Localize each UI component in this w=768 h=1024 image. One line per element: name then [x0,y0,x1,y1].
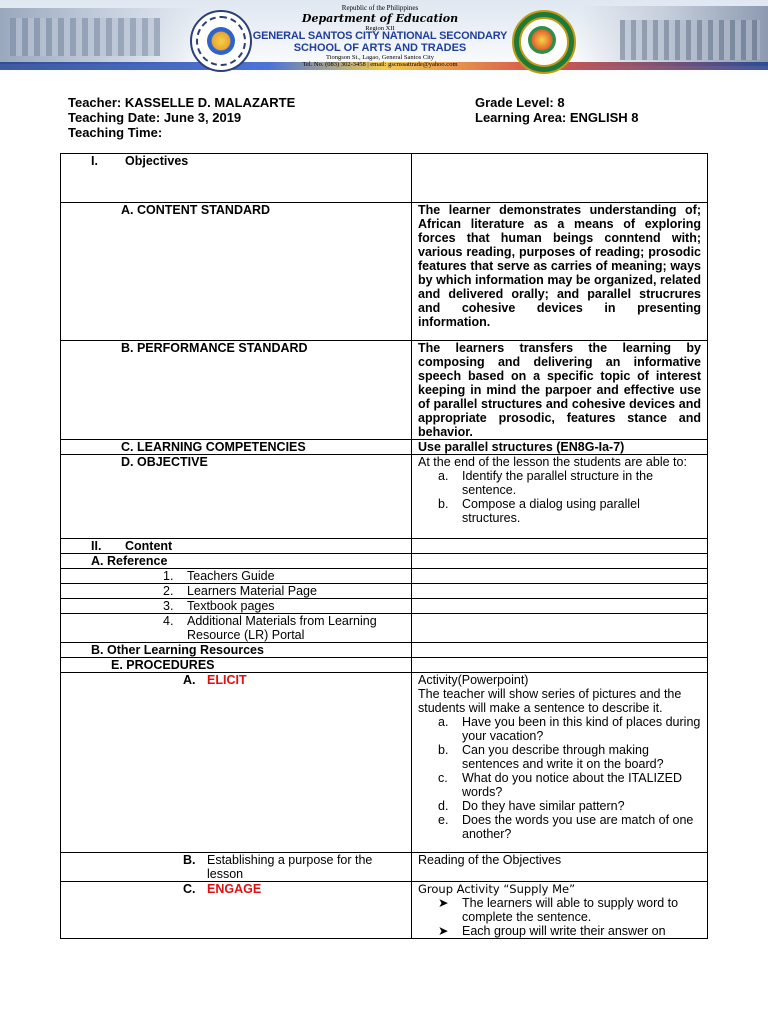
reference-label: A. Reference [91,554,168,568]
table-row [61,554,708,569]
table-row [61,853,708,882]
content-standard-label: A. CONTENT STANDARD [121,203,271,217]
engage-label: C. ENGAGE [183,882,262,896]
grade-level: Grade Level: 8 [475,95,565,110]
teacher-name: Teacher: KASSELLE D. MALAZARTE [68,95,296,110]
objective-label: D. OBJECTIVE [121,455,208,469]
table-row [61,455,708,539]
content-standard-text: The learner demonstrates understanding of; African literature as a means of exploring forces that human beings conntend with; various reading, purposes of reading; prosodic features that serve as carries of meaning; ways by which information may be organized, related and delivered orally; and parallel strucrures and cohesive devices in presenting information. [412,203,708,341]
deped-seal-logo [190,10,252,72]
list-item: b. Compose a dialog using parallel structures. [438,497,640,525]
list-item: ➤ The learners will able to supply word to complete the sentence. [438,896,679,924]
list-item: b. Can you describe through making sentences and write it on the board? [438,743,664,771]
table-row [61,882,708,939]
school-seal-logo [512,10,576,74]
list-item: ➤ Each group will write their answer on [438,924,666,938]
table-row [61,614,708,643]
elicit-description: The teacher will show series of pictures and the students will make a sentence to describe it. [418,687,682,715]
table-row [61,341,708,440]
table-row [61,154,708,203]
letterhead-department: Department of Education [301,12,459,25]
table-row [61,643,708,658]
table-row [61,658,708,673]
letterhead-region: Region XII [365,25,395,32]
reference-item: 1. Teachers Guide [163,569,275,583]
elicit-label: A. ELICIT [183,673,247,687]
purpose-text: Reading of the Objectives [412,853,708,882]
arrow-bullet-icon: ➤ [438,896,449,910]
table-row [61,203,708,341]
performance-standard-label: B. PERFORMANCE STANDARD [121,341,308,355]
letterhead-contact: Tel. No. (083) 302-3458 | email: gscnssattrade@yahoo.com [302,61,458,68]
objectives-heading: I. Objectives [61,154,412,203]
content-heading: II. Content [61,539,412,554]
engage-activity: Group Activity “Supply Me” [418,882,576,896]
list-item: d. Do they have similar pattern? [438,799,625,813]
other-resources-label: B. Other Learning Resources [91,643,264,657]
list-item: a. Have you been in this kind of places during your vacation? [438,715,701,743]
competencies-label: C. LEARNING COMPETENCIES [121,440,306,454]
table-row [61,539,708,554]
list-item: a. Identify the parallel structure in the sentence. [438,469,654,497]
letterhead-school-name: GENERAL SANTOS CITY NATIONAL SECONDARY [252,30,508,42]
teaching-date: Teaching Date: June 3, 2019 [68,110,242,125]
table-row [61,440,708,455]
lesson-plan-table [60,153,708,939]
table-row [61,584,708,599]
reference-item: 4. Additional Materials from Learning Resource (LR) Portal [163,614,377,642]
procedures-label: E. PROCEDURES [111,658,215,672]
table-row [61,569,708,584]
letterhead-address: Tiongson St., Lagao, General Santos City [325,54,435,61]
list-item: c. What do you notice about the ITALIZED words? [438,771,683,799]
learning-area: Learning Area: ENGLISH 8 [475,110,639,125]
arrow-bullet-icon: ➤ [438,924,449,938]
letterhead-republic: Republic of the Philippines [341,4,419,12]
purpose-label: B. Establishing a purpose for the lesson [183,853,373,881]
competencies-text: Use parallel structures (EN8G-Ia-7) [412,440,708,455]
table-row [61,673,708,853]
list-item: e. Does the words you use are match of one another? [438,813,694,841]
letterhead-banner [0,0,768,80]
objective-intro: At the end of the lesson the students are able to: [418,455,687,469]
teaching-time: Teaching Time: [68,125,163,140]
table-row [61,599,708,614]
reference-item: 3. Textbook pages [163,599,275,613]
elicit-activity: Activity(Powerpoint) [418,673,529,687]
reference-item: 2. Learners Material Page [163,584,317,598]
letterhead-school-name-2: SCHOOL OF ARTS AND TRADES [293,42,467,54]
performance-standard-text: The learners transfers the learning by composing and delivering an informative speech based on a specific topic of interest keeping in mind the parpoer and effective use of parallel structures and cohesive devices and appropriate prosodic, features stance and behavior. [412,341,708,440]
